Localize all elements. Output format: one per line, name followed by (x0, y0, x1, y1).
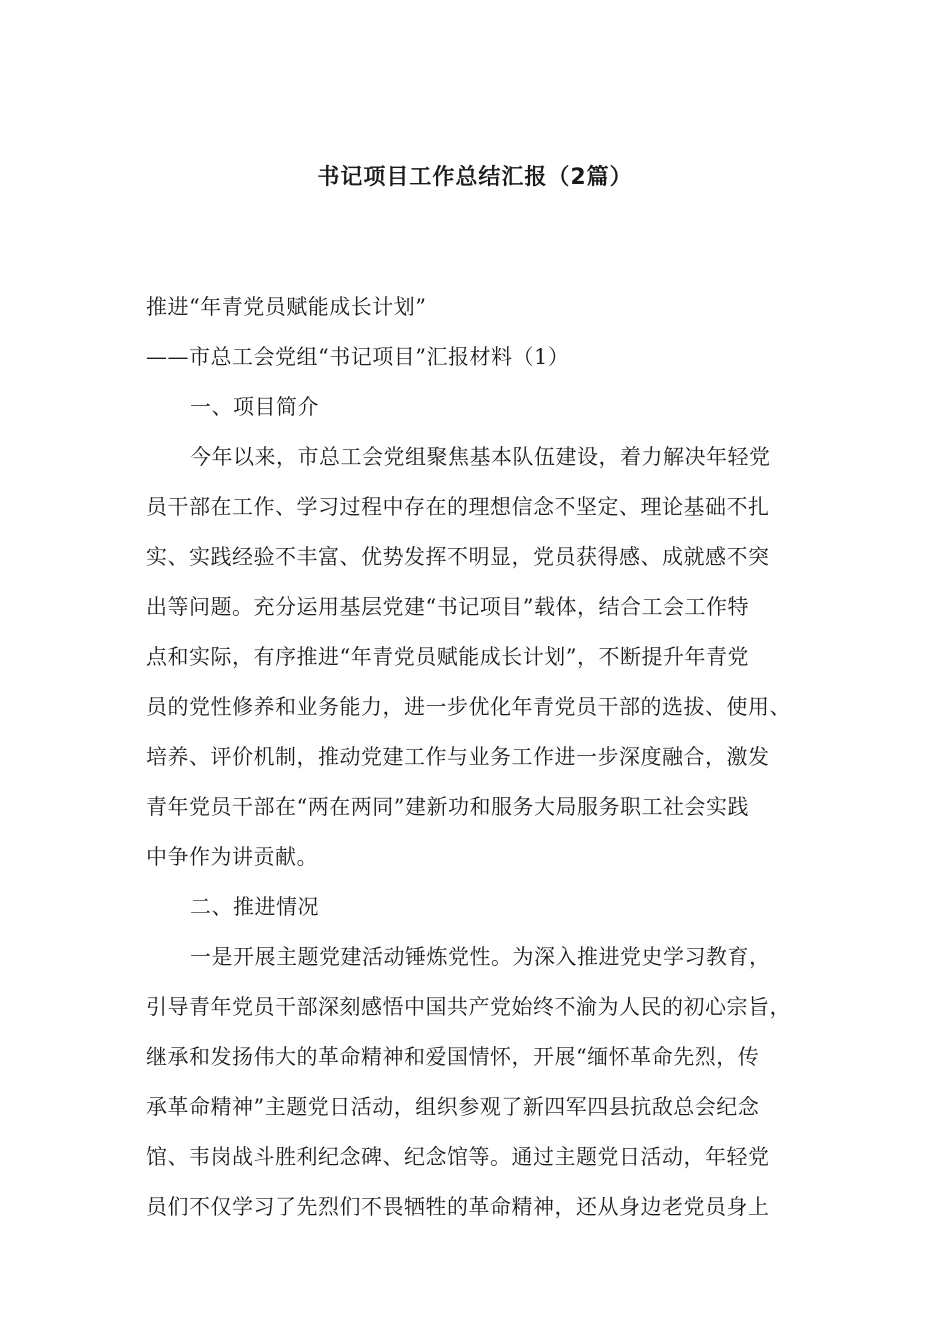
text-line: 培养、评价机制，推动党建工作与业务工作进一步深度融合，激发 (146, 745, 770, 769)
text-line: 引导青年党员干部深刻感悟中国共产党始终不渝为人民的初心宗旨， (146, 995, 791, 1019)
text-line: 一、项目简介 (190, 395, 319, 419)
text-line: 推进“年青党员赋能成长计划” (146, 295, 427, 319)
text-line: 员干部在工作、学习过程中存在的理想信念不坚定、理论基础不扎 (146, 495, 770, 519)
text-line: 二、推进情况 (190, 895, 319, 919)
text-line: 点和实际，有序推进“年青党员赋能成长计划”，不断提升年青党 (146, 645, 749, 669)
text-line: 承革命精神”主题党日活动，组织参观了新四军四县抗敌总会纪念 (146, 1095, 760, 1119)
text-line: 馆、韦岗战斗胜利纪念碑、纪念馆等。通过主题党日活动，年轻党 (146, 1145, 770, 1169)
text-line: 出等问题。充分运用基层党建“书记项目”载体，结合工会工作特 (146, 595, 749, 619)
text-line: 员们不仅学习了先烈们不畏牺牲的革命精神，还从身边老党员身上 (146, 1195, 770, 1219)
text-line: ——市总工会党组“书记项目”汇报材料（1） (146, 345, 570, 369)
document-title: 书记项目工作总结汇报（2篇） (317, 165, 633, 190)
text-line: 实、实践经验不丰富、优势发挥不明显，党员获得感、成就感不突 (146, 545, 770, 569)
text-line: 中争作为讲贡献。 (146, 845, 318, 869)
text-line: 员的党性修养和业务能力，进一步优化年青党员干部的选拔、使用、 (146, 695, 791, 719)
text-line: 青年党员干部在“两在两同”建新功和服务大局服务职工社会实践 (146, 795, 749, 819)
text-line: 一是开展主题党建活动锤炼党性。为深入推进党史学习教育， (190, 945, 771, 969)
text-line: 今年以来，市总工会党组聚焦基本队伍建设，着力解决年轻党 (190, 445, 771, 469)
document-body (146, 282, 836, 1232)
text-line: 继承和发扬伟大的革命精神和爱国情怀，开展“缅怀革命先烈，传 (146, 1045, 760, 1069)
